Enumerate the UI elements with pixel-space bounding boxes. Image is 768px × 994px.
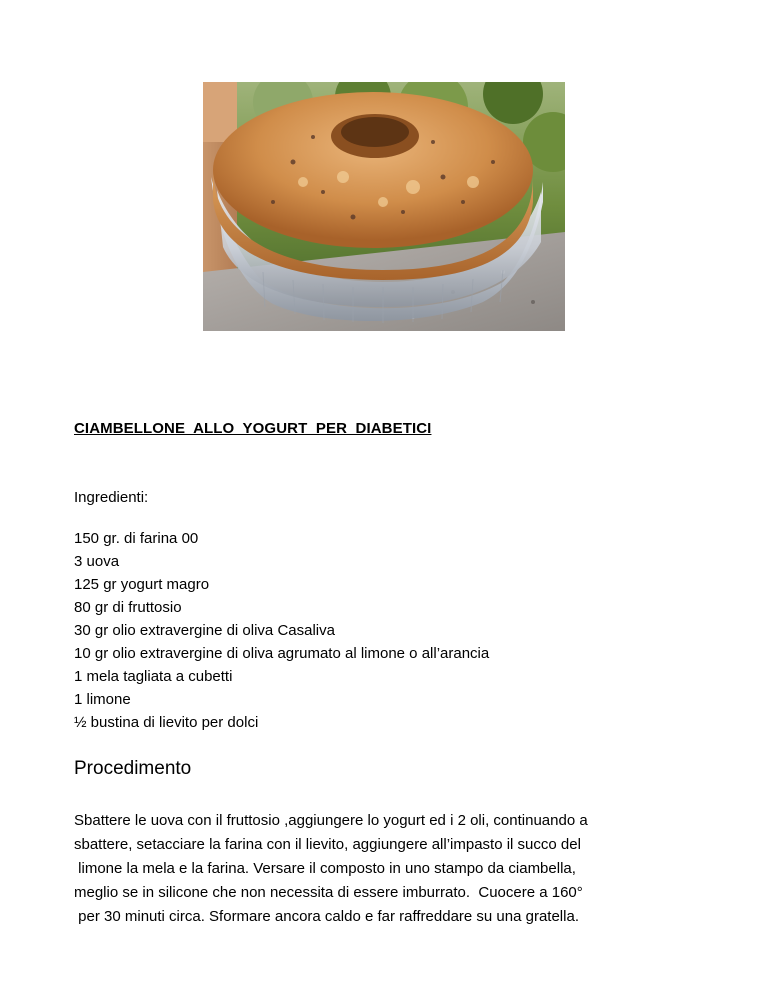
procedure-text (74, 809, 674, 929)
ingredient-item: 80 gr di fruttosio (74, 599, 182, 616)
ingredient-item: 10 gr olio extravergine di oliva agrumato al limone o all’arancia (74, 645, 490, 662)
recipe-title: CIAMBELLONE ALLO YOGURT PER DIABETICI (74, 420, 432, 437)
ingredients-list (74, 527, 489, 734)
ingredient-item: 30 gr olio extravergine di oliva Casaliva (74, 622, 335, 639)
procedure-line: limone la mela e la farina. Versare il composto in uno stampo da ciambella, (74, 860, 576, 877)
ingredient-item: 1 mela tagliata a cubetti (74, 668, 233, 685)
procedure-line: meglio se in silicone che non necessita di essere imburrato. Cuocere a 160° (74, 884, 583, 901)
ingredients-label: Ingredienti: (74, 489, 149, 506)
ingredient-item: ½ bustina di lievito per dolci (74, 714, 259, 731)
cake-photo (203, 82, 565, 331)
procedure-heading: Procedimento (74, 758, 192, 779)
ingredient-item: 150 gr. di farina 00 (74, 530, 199, 547)
ingredient-item: 125 gr yogurt magro (74, 576, 210, 593)
ingredient-item: 1 limone (74, 691, 131, 708)
procedure-line: sbattere, setacciare la farina con il lievito, aggiungere all’impasto il succo del (74, 836, 581, 853)
procedure-line: Sbattere le uova con il fruttosio ,aggiungere lo yogurt ed i 2 oli, continuando a (74, 812, 588, 829)
procedure-line: per 30 minuti circa. Sformare ancora caldo e far raffreddare su una gratella. (74, 908, 579, 925)
ingredient-item: 3 uova (74, 553, 120, 570)
